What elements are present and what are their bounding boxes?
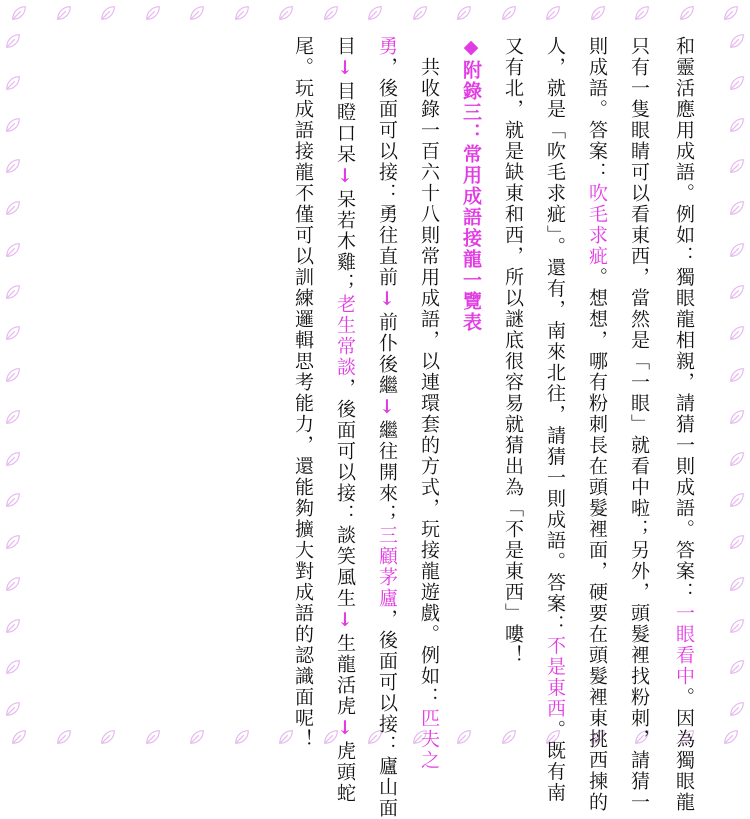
text-column [499,36,527,666]
leaf-outline-icon [4,491,22,509]
leaf-outline-icon [4,241,22,259]
body-text: 只有一隻眼睛可以看東西，當然是「一眼」就看中啦；另外，頭髮裡找粉刺，請猜一 [628,36,650,813]
leaf-outline-icon [188,4,206,22]
leaf-outline-icon [4,157,22,175]
leaf-outline-icon [678,4,696,22]
leaf-outline-icon [728,199,746,217]
text-column [373,36,401,819]
body-text: 。既有南 [544,719,566,804]
text-column [541,36,569,804]
leaf-outline-icon [99,728,117,746]
leaf-outline-icon [10,4,28,22]
leaf-outline-icon [4,199,22,217]
leaf-outline-icon [188,728,206,746]
body-text: ，後面可以接：勇往直前 [376,57,398,288]
leaf-outline-icon [544,4,562,22]
leaf-outline-icon [728,575,746,593]
leaf-outline-icon [500,728,518,746]
body-text: 繼往開來； [376,420,398,525]
leaf-outline-icon [4,450,22,468]
leaf-outline-icon [728,700,746,718]
leaf-outline-icon [633,4,651,22]
body-text: 則成語。答案： [586,36,608,183]
leaf-outline-icon [500,4,518,22]
leaf-outline-icon [411,4,429,22]
highlighted-idiom: 吹毛求疵 [586,183,608,267]
leaf-outline-icon [233,4,251,22]
text-column [289,36,317,750]
highlighted-idiom: 勇 [376,36,398,57]
body-text: 和靈活應用成語。例如：獨眼龍相親，請猜一則成語。答案： [673,36,695,603]
leaf-outline-icon [366,4,384,22]
highlighted-idiom: 三顧茅廬 [376,525,398,609]
body-text: 目 [334,36,356,57]
leaf-outline-icon [10,728,28,746]
body-text: 。想想，哪有粉刺長在頭髮裡面，硬要在頭髮裡東挑西揀的 [586,267,608,813]
leaf-outline-icon [4,700,22,718]
leaf-outline-icon [4,116,22,134]
diamond-icon: ◆ [460,36,482,60]
leaf-outline-icon [4,283,22,301]
down-arrow-icon: ↓ [334,609,356,633]
highlighted-idiom: 老生常談 [334,294,356,378]
leaf-outline-icon [728,491,746,509]
leaf-outline-icon [728,283,746,301]
body-text: 生龍活虎 [334,633,356,717]
text-column [583,36,611,813]
body-text: 呆若木雞； [334,189,356,294]
text-column [670,36,698,813]
down-arrow-icon: ↓ [376,396,398,420]
leaf-outline-icon [4,32,22,50]
leaf-outline-icon [144,4,162,22]
down-arrow-icon: ↓ [334,717,356,741]
page-border-right [724,26,750,724]
book-page [40,36,710,819]
leaf-outline-icon [322,4,340,22]
page-border-top [0,0,750,26]
leaf-outline-icon [728,157,746,175]
leaf-outline-icon [728,116,746,134]
down-arrow-icon: ↓ [334,57,356,81]
leaf-outline-icon [4,324,22,342]
highlighted-idiom: 不是東西 [544,635,566,720]
down-arrow-icon: ↓ [334,165,356,189]
leaf-outline-icon [144,728,162,746]
leaf-outline-icon [728,74,746,92]
leaf-outline-icon [728,658,746,676]
leaf-outline-icon [4,533,22,551]
body-text: 共收錄一百六十八則常用成語，以連環套的方式，玩接龍遊戲。例如： [418,36,440,708]
heading-text: 附錄三：常用成語接龍一覽表 [460,60,482,333]
leaf-outline-icon [277,4,295,22]
body-text: 前仆後繼 [376,312,398,396]
body-text: ，後面可以接：談笑風生 [334,378,356,609]
leaf-outline-icon [4,658,22,676]
text-column [415,36,443,771]
body-text: 尾。玩成語接龍不僅可以訓練邏輯思考能力，還能夠擴大對成語的認識面呢！ [292,36,314,750]
leaf-outline-icon [4,408,22,426]
leaf-outline-icon [728,324,746,342]
leaf-outline-icon [722,728,740,746]
body-text: 目瞪口呆 [334,81,356,165]
body-text: 又有北，就是缺東和西，所以謎底很容易就猜出為「不是東西」嘍！ [502,36,524,666]
leaf-outline-icon [455,728,473,746]
leaf-outline-icon [99,4,117,22]
leaf-outline-icon [4,575,22,593]
page-border-left [0,26,26,724]
body-text: 。因為獨眼龍 [673,687,695,813]
leaf-outline-icon [728,533,746,551]
leaf-outline-icon [722,4,740,22]
leaf-outline-icon [728,366,746,384]
leaf-outline-icon [728,241,746,259]
leaf-outline-icon [55,4,73,22]
leaf-outline-icon [728,617,746,635]
leaf-outline-icon [4,366,22,384]
leaf-outline-icon [728,32,746,50]
leaf-outline-icon [728,408,746,426]
down-arrow-icon: ↓ [376,288,398,312]
leaf-outline-icon [4,74,22,92]
body-text: 虎頭蛇 [334,741,356,804]
appendix-heading [457,36,485,333]
body-text: ，後面可以接：廬山面 [376,609,398,819]
leaf-outline-icon [455,4,473,22]
leaf-outline-icon [4,617,22,635]
text-column [625,36,653,813]
text-column [331,36,359,804]
body-text: 人，就是「吹毛求疵」。還有，南來北往，請猜一則成語。答案： [544,36,566,636]
leaf-outline-icon [728,450,746,468]
highlighted-idiom: 匹夫之 [418,708,440,771]
leaf-outline-icon [233,728,251,746]
leaf-outline-icon [55,728,73,746]
highlighted-idiom: 一眼看中 [673,603,695,687]
leaf-outline-icon [589,4,607,22]
